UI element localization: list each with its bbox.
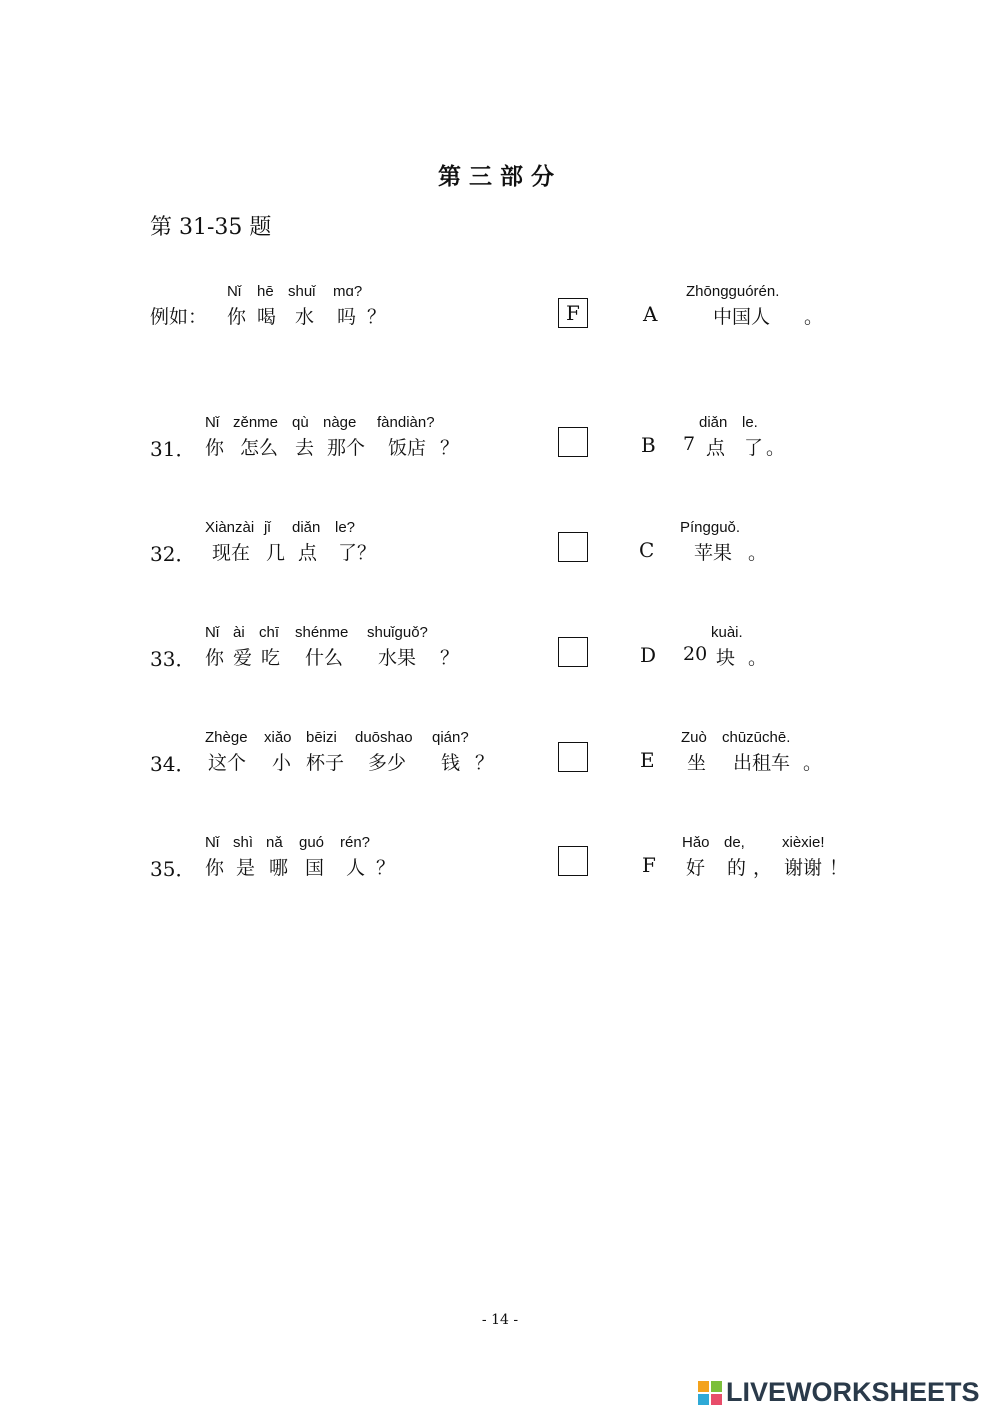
pinyin: Hǎo: [682, 834, 710, 851]
option-letter: E: [640, 748, 655, 772]
hanzi: 杯子: [306, 752, 345, 774]
hanzi: 多少: [368, 752, 407, 774]
hanzi: 。: [804, 306, 824, 328]
pinyin: Zhège: [205, 729, 248, 746]
hanzi: 水: [295, 306, 315, 328]
option-letter: F: [642, 853, 656, 877]
hanzi: 人: [346, 857, 366, 879]
example-label: 例如：: [150, 306, 208, 328]
hanzi: 怎么: [240, 437, 279, 459]
pinyin: fàndiàn?: [377, 414, 435, 431]
pinyin: de,: [724, 834, 745, 851]
hanzi: 爱: [233, 647, 253, 669]
answer-box-33[interactable]: [558, 637, 588, 667]
pinyin: Nǐ: [205, 834, 220, 851]
pinyin: xiǎo: [264, 729, 292, 746]
option-letter: B: [641, 433, 656, 457]
answer-box-34[interactable]: [558, 742, 588, 772]
hanzi: ？: [376, 857, 396, 879]
pinyin: ài: [233, 624, 245, 641]
hanzi: 你: [205, 647, 225, 669]
question-number: 35．: [150, 857, 196, 881]
brand-name: LIVEWORKSHEETS: [726, 1377, 980, 1407]
hanzi: ？: [440, 647, 460, 669]
pinyin: jǐ: [264, 519, 271, 536]
pinyin: shénme: [295, 624, 349, 641]
pinyin: shì: [233, 834, 254, 851]
pinyin: diǎn: [699, 414, 728, 431]
pinyin: le?: [335, 519, 356, 536]
hanzi: ？: [440, 437, 460, 459]
question-number: 31．: [150, 437, 196, 461]
example-answer-box: F: [558, 298, 588, 328]
hanzi: 。: [803, 752, 823, 774]
option-letter: A: [643, 302, 658, 326]
pinyin: bēizi: [306, 729, 337, 746]
pinyin: Nǐ: [227, 283, 242, 300]
pinyin: nǎ: [266, 834, 283, 851]
hanzi: 钱: [441, 752, 461, 774]
answer-box-31[interactable]: [558, 427, 588, 457]
hanzi: 吃: [261, 647, 281, 669]
hanzi: 谢谢: [784, 857, 823, 879]
hanzi: 你: [205, 857, 225, 879]
hanzi: 哪: [269, 857, 289, 879]
hanzi: 你: [227, 306, 247, 328]
question-number: 34．: [150, 752, 196, 776]
hanzi: 是: [236, 857, 256, 879]
pinyin: Zuò: [681, 729, 707, 746]
hanzi: 去: [295, 437, 315, 459]
hanzi: 了: [744, 437, 764, 459]
page-number: - 14 -: [481, 1312, 519, 1328]
pinyin: le.: [742, 414, 758, 431]
question-range: 第 31-35 题: [150, 215, 272, 240]
hanzi: 。: [748, 647, 768, 669]
pinyin: hē: [257, 283, 274, 300]
pinyin: Píngguǒ.: [680, 519, 741, 536]
hanzi: 国: [305, 857, 325, 879]
hanzi: 20: [683, 643, 708, 665]
hanzi: 几: [266, 542, 286, 564]
pinyin: mɑ?: [333, 283, 363, 300]
pinyin: Nǐ: [205, 624, 220, 641]
option-letter: C: [639, 538, 655, 562]
question-number: 33．: [150, 647, 196, 671]
pinyin: diǎn: [292, 519, 321, 536]
pinyin: qián?: [432, 729, 469, 746]
hanzi: 水果: [378, 647, 417, 669]
hanzi: 中国人: [713, 306, 771, 328]
hanzi: 吗: [337, 306, 357, 328]
hanzi: 点: [298, 542, 318, 564]
pinyin: zěnme: [233, 414, 279, 431]
pinyin: chūzūchē.: [722, 729, 791, 746]
hanzi: 什么: [305, 647, 344, 669]
hanzi: 你: [205, 437, 225, 459]
hanzi: 好: [686, 857, 706, 879]
pinyin: xièxie!: [782, 834, 825, 851]
hanzi: 这个: [208, 752, 247, 774]
option-letter: D: [640, 643, 657, 667]
pinyin: shuǐ: [288, 283, 316, 300]
pinyin: Nǐ: [205, 414, 220, 431]
pinyin: rén?: [340, 834, 371, 851]
hanzi: 的: [727, 857, 747, 879]
brand-logo: [698, 1377, 980, 1408]
pinyin: nàge: [323, 414, 357, 431]
pinyin: kuài.: [711, 624, 743, 641]
hanzi: 了？: [338, 542, 377, 564]
answer-box-32[interactable]: [558, 532, 588, 562]
hanzi: 块: [716, 647, 736, 669]
pinyin: shuǐguǒ?: [367, 624, 428, 641]
pinyin: Zhōngguórén.: [686, 283, 780, 300]
pinyin: duōshao: [355, 729, 413, 746]
hanzi: 喝: [257, 306, 277, 328]
hanzi: 坐: [687, 752, 707, 774]
answer-box-35[interactable]: [558, 846, 588, 876]
hanzi: 苹果: [694, 542, 733, 564]
pinyin: Xiànzài: [205, 519, 255, 536]
liveworksheets-logo-icon: [698, 1381, 722, 1405]
hanzi: 饭店: [388, 437, 427, 459]
section-title: 第三部分: [438, 164, 562, 190]
pinyin: qù: [292, 414, 309, 431]
hanzi: ？: [475, 752, 495, 774]
pinyin: guó: [299, 834, 325, 851]
hanzi: 。: [748, 542, 768, 564]
hanzi: ？: [367, 306, 387, 328]
hanzi: ！: [829, 857, 849, 879]
hanzi: 。: [766, 437, 786, 459]
hanzi: 那个: [327, 437, 366, 459]
hanzi: 出租车: [733, 752, 791, 774]
hanzi: 点: [706, 437, 726, 459]
hanzi: 小: [272, 752, 292, 774]
question-number: 32．: [150, 542, 196, 566]
hanzi: 现在: [212, 542, 251, 564]
hanzi: 7: [683, 433, 696, 455]
pinyin: chī: [259, 624, 280, 641]
hanzi: ，: [753, 857, 773, 879]
